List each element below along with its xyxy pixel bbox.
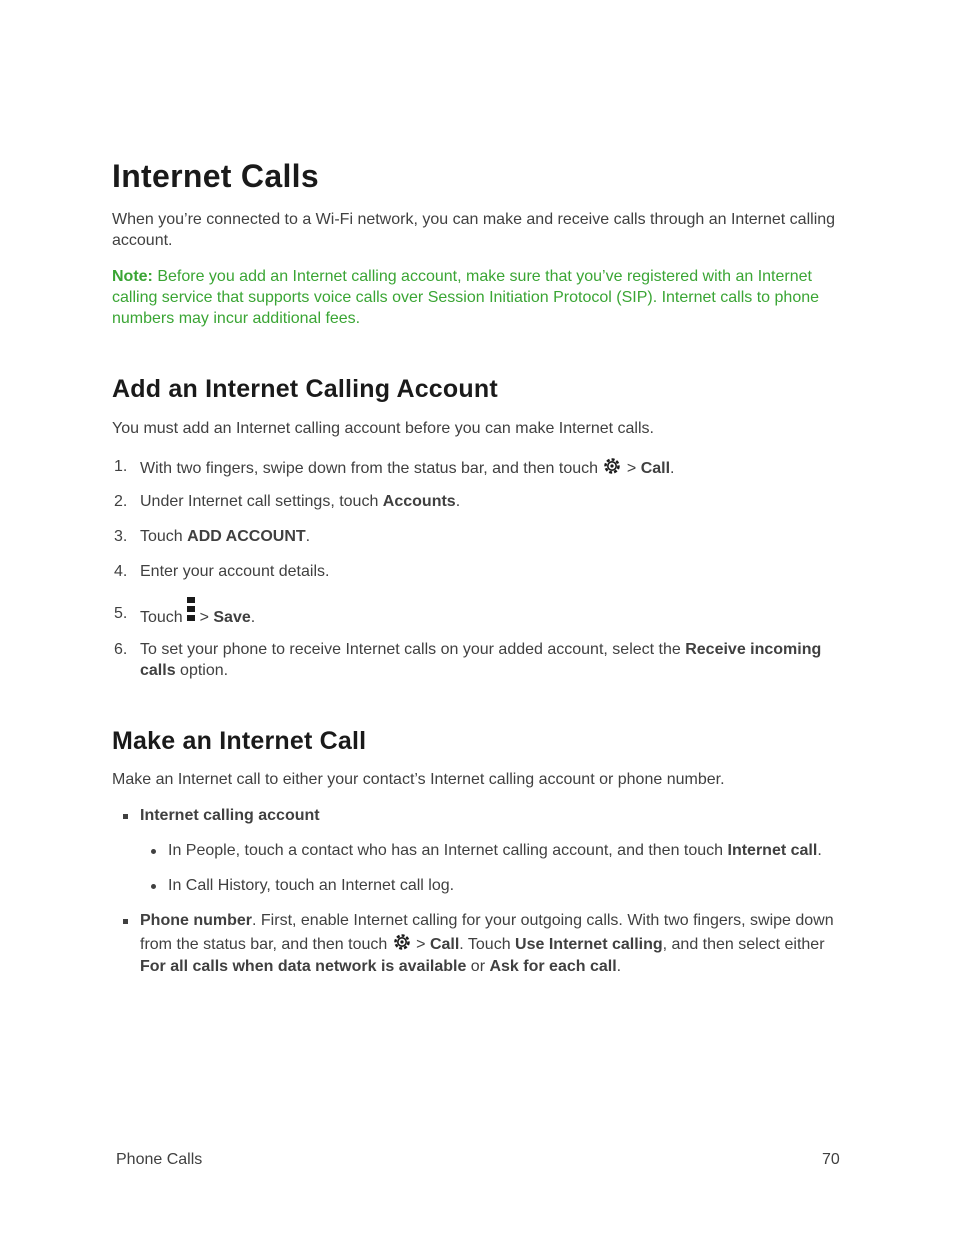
footer-section-name: Phone Calls <box>116 1151 203 1168</box>
round-bullet <box>151 884 156 889</box>
page-title: Internet Calls <box>112 158 319 194</box>
note-label: Note: <box>112 268 153 285</box>
note-text: Before you add an Internet calling account, make sure that you’ve registered with an Internet calling service that supports voice calls over Session Initiation Protocol (SIP). Internet calls to phone numbers may incur additional fees. <box>112 268 820 327</box>
step-number: 5. <box>114 605 128 622</box>
bullet-internet-calling-account: Internet calling account <box>140 807 320 824</box>
round-bullet <box>151 849 156 854</box>
sub-bullet-people: In People, touch a contact who has an Internet calling account, and then touch Internet call. <box>168 842 822 859</box>
menu-dots-icon <box>187 603 195 625</box>
make-call-heading: Make an Internet Call <box>112 727 367 755</box>
step-text: Enter your account details. <box>140 563 330 580</box>
make-call-intro: Make an Internet call to either your contact’s Internet calling account or phone number. <box>112 771 725 788</box>
add-account-heading: Add an Internet Calling Account <box>112 375 498 403</box>
step-number: 3. <box>114 528 128 545</box>
settings-gear-icon <box>602 456 622 476</box>
step-text: Under Internet call settings, touch Accounts. <box>140 493 461 510</box>
add-account-intro: You must add an Internet calling account before you can make Internet calls. <box>112 420 654 437</box>
square-bullet <box>123 919 128 924</box>
note-paragraph <box>112 266 847 329</box>
bullet-phone-number: Phone number. First, enable Internet calling for your outgoing calls. With two fingers, swipe down from the status bar, and then touch > Call. Touch Use Internet calling, and then select either For all calls when data network is available or Ask for each call. <box>140 912 834 975</box>
step-text: With two fingers, swipe down from the status bar, and then touch > Call. <box>140 456 845 479</box>
step-number: 2. <box>114 493 128 510</box>
settings-gear-icon <box>392 932 412 952</box>
step-text: To set your phone to receive Internet calls on your added account, select the Receive incoming calls option. <box>140 641 822 679</box>
step-number: 6. <box>114 641 128 658</box>
intro-paragraph: When you’re connected to a Wi-Fi network, you can make and receive calls through an Internet calling account. <box>112 211 836 249</box>
step-text: Touch > Save. <box>140 603 845 628</box>
step-text: Touch ADD ACCOUNT. <box>140 528 311 545</box>
step-number: 1. <box>114 458 128 475</box>
sub-bullet-call-history: In Call History, touch an Internet call log. <box>168 877 455 894</box>
square-bullet <box>123 814 128 819</box>
step-number: 4. <box>114 563 128 580</box>
footer-page-number: 70 <box>822 1151 840 1168</box>
